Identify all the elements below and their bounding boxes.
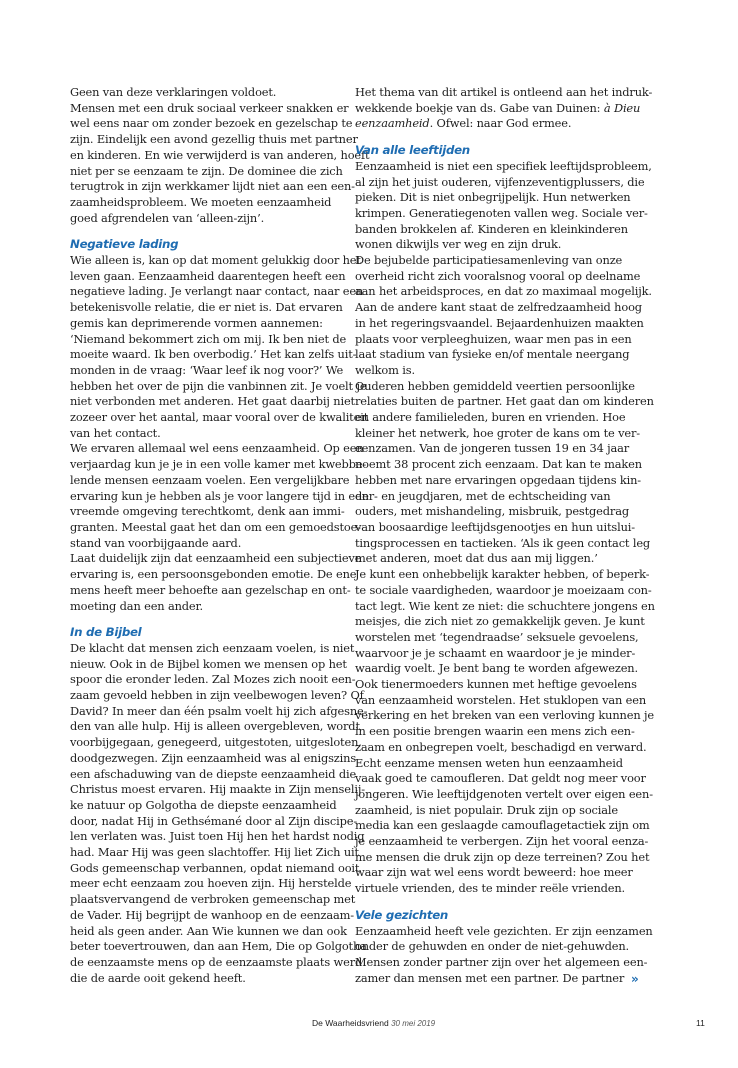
text-line: zaamheidsprobleem. We moeten eenzaamheid [70, 194, 332, 209]
text-line: nieuw. Ook in de Bijbel komen we mensen op het [70, 656, 347, 671]
text-line: Laat duidelijk zijn dat eenzaamheid een subjectieve [70, 551, 362, 566]
paragraph [70, 253, 369, 614]
text-line: terugtrok in zijn werkkamer lijdt niet aan een een- [70, 179, 355, 194]
text-line: We ervaren allemaal wel eens eenzaamheid. Op een [70, 441, 364, 456]
text-line: worstelen met ‘tegendraadse’ seksuele gevoelens, [355, 629, 639, 644]
text-line: betekenisvolle relatie, die er niet is. Dat ervaren [70, 300, 343, 315]
text-line: verjaardag kun je je in een volle kamer met kwebbe- [70, 457, 367, 472]
text-line: den van alle hulp. Hij is alleen overgebleven, wordt [70, 719, 360, 734]
text-line: aan het arbeidsproces, en dat zo maximaal mogelijk. [355, 284, 652, 299]
text-line: zozeer over het aantal, maar vooral over de kwaliteit [70, 410, 369, 425]
book-title: à Dieu [603, 100, 641, 115]
text-line: welkom is. [355, 362, 415, 377]
text-line: ‘Niemand bekommert zich om mij. Ik ben niet de [70, 331, 347, 346]
text-line: overheid richt zich vooralsnog vooral op deelname [355, 268, 641, 283]
text-line: en andere familieleden, buren en vrienden. Hoe [355, 410, 626, 425]
text-line: negatieve lading. Je verlangt naar contact, naar een [70, 284, 364, 299]
text-line: Eenzaamheid is niet een specifiek leeftijdsprobleem, [355, 158, 652, 173]
text-line: pieken. Dit is niet onbegrijpelijk. Hun netwerken [355, 190, 631, 205]
text-line: beter toevertrouwen, dan aan Hem, Die op Golgotha [70, 939, 367, 954]
text-line: Ouderen hebben gemiddeld veertien persoonlijke [355, 378, 635, 393]
text-line: Eenzaamheid heeft vele gezichten. Er zijn eenzamen [355, 923, 653, 938]
article-intro [355, 85, 653, 132]
section-heading: Van alle leeftijden [355, 143, 470, 158]
text-line: Wie alleen is, kan op dat moment gelukkig door het [70, 253, 361, 268]
paragraph [70, 85, 370, 226]
right-column [355, 85, 655, 986]
text-line: zaam gevoeld hebben in zijn veelbewogen leven? Of [70, 688, 364, 703]
text-line: onder de gehuwden en onder de niet-gehuwden. [355, 939, 630, 954]
text-line: had. Maar Hij was geen slachtoffer. Hij liet Zich uit [70, 845, 359, 860]
text-line: media kan een geslaagde camouflagetactiek zijn om [355, 818, 650, 833]
text-line: al zijn het juist ouderen, vijfenzeventigplussers, die [355, 174, 645, 189]
text-line: relaties buiten de partner. Het gaat dan om kinderen [355, 394, 654, 409]
text-line: van eenzaamheid worstelen. Het stuklopen van een [355, 692, 647, 707]
text-line: zaamheid, is niet populair. Druk zijn op sociale [355, 802, 618, 817]
text-line: vreemde omgeving terechtkomt, denk aan immi- [70, 504, 345, 519]
section-heading: Vele gezichten [355, 907, 449, 922]
text-line: door, nadat Hij in Gethsémané door al Zijn discipe- [70, 813, 358, 828]
text-line: Echt eenzame mensen weten hun eenzaamheid [355, 755, 623, 770]
text-line: in een positie brengen waarin een mens zich een- [355, 724, 635, 739]
text-line: monden in de vraag: ‘Waar leef ik nog voor?’ We [70, 362, 344, 377]
text-line: Aan de andere kant staat de zelfredzaamheid hoog [355, 300, 642, 315]
text-line: leven gaan. Eenzaamheid daarentegen heeft een [70, 268, 346, 283]
text-line: David? In meer dan één psalm voelt hij zich afgesne- [70, 703, 368, 718]
text-line: kleiner het netwerk, hoe groter de kans om te ver- [355, 425, 640, 440]
text-line: wekkende boekje van ds. Gabe van Duinen: à Dieu [355, 100, 641, 115]
page-number: 11 [696, 1018, 705, 1028]
paragraph [70, 640, 368, 986]
text-line: je eenzaamheid te verbergen. Zijn het vooral eenza- [355, 834, 649, 849]
text-line: krimpen. Generatiegenoten vallen weg. Sociale ver- [355, 205, 648, 220]
right-column-body [355, 132, 655, 986]
section-heading: Negatieve lading [70, 237, 179, 252]
text-line: niet verbonden met anderen. Het gaat daarbij niet [70, 394, 355, 409]
paragraph [355, 923, 653, 987]
text-line: zaam en onbegrepen voelt, beschadigd en verward. [355, 739, 647, 754]
text-line: wonen dikwijls ver weg en zijn druk. [355, 237, 562, 252]
text-line: laat stadium van fysieke en/of mentale neergang [355, 347, 630, 362]
text-line: Geen van deze verklaringen voldoet. [70, 85, 277, 99]
text-line: Ook tienermoeders kunnen met heftige gevoelens [355, 677, 637, 692]
text-line: Mensen zonder partner zijn over het algemeen een- [355, 954, 648, 969]
text-line: stand van voorbijgaande aard. [70, 535, 242, 550]
text-line: gemis kan deprimerende vormen aannemen: [70, 315, 323, 330]
text-line: van het contact. [70, 425, 161, 440]
text-line: meer echt eenzaam zou hoeven zijn. Hij herstelde [70, 876, 352, 891]
text-line: hebben met nare ervaringen opgedaan tijdens kin- [355, 472, 641, 487]
page-footer [312, 1018, 435, 1028]
section-gap [355, 132, 631, 143]
text-line: eenzamen. Van de jongeren tussen 19 en 34 jaar [355, 441, 630, 456]
text-line: De klacht dat mensen zich eenzaam voelen, is niet [70, 640, 355, 655]
text-line: eenzaamheid. Ofwel: naar God ermee. [355, 116, 572, 131]
text-line: ouders, met mishandeling, misbruik, pestgedrag [355, 504, 629, 519]
section-gap [70, 614, 346, 625]
text-line: de Vader. Hij begrijpt de wanhoop en de eenzaam- [70, 907, 354, 922]
text-line: doodgezwegen. Zijn eenzaamheid was al enigszins [70, 750, 357, 765]
text-line: jongeren. Wie leeftijdgenoten vertelt over eigen een- [355, 786, 653, 801]
text-line: goed afgrendelen van ‘alleen-zijn’. [70, 210, 265, 225]
text-line: ervaring is, een persoonsgebonden emotie. De ene [70, 567, 357, 582]
text-line: die de aarde ooit gekend heeft. [70, 970, 246, 985]
book-title: eenzaamheid [355, 116, 430, 131]
text-line: Mensen met een druk sociaal verkeer snakken er [70, 100, 349, 115]
text-line: Christus moest ervaren. Hij maakte in Zijn menselij- [70, 782, 365, 797]
text-line: me mensen die druk zijn op deze terreinen? Zou het [355, 849, 650, 864]
text-line: zijn. Eindelijk een avond gezellig thuis met partner [70, 132, 358, 147]
text-line: tact legt. Wie kent ze niet: die schuchtere jongens en [355, 598, 655, 613]
left-column [70, 85, 370, 986]
text-line: zamer dan mensen met een partner. De partner [355, 970, 625, 985]
text-line: banden brokkelen af. Kinderen en kleinkinderen [355, 221, 628, 236]
text-line: granten. Meestal gaat het dan om een gemoedstoe- [70, 519, 361, 534]
text-line: spoor die eronder leden. Zal Mozes zich nooit een- [70, 672, 356, 687]
text-line: plaats voor verpleeghuizen, waar men pas in een [355, 331, 632, 346]
continue-arrow-icon: » [631, 972, 639, 986]
text-line: virtuele vrienden, des te minder reële vrienden. [355, 881, 626, 896]
section-heading: In de Bijbel [70, 625, 142, 640]
text-line: met anderen, moet dat dus aan mij liggen.’ [355, 551, 598, 566]
text-line: en kinderen. En wie verwijderd is van anderen, hoeft [70, 147, 370, 162]
text-line: vaak goed te camoufleren. Dat geldt nog meer voor [355, 771, 646, 786]
text-line: te sociale vaardigheden, waardoor je moeizaam con- [355, 582, 652, 597]
text-line: de eenzaamste mens op de eenzaamste plaats werd [70, 954, 363, 969]
text-line: noemt 38 procent zich eenzaam. Dat kan te maken [355, 457, 642, 472]
text-line: moeite waard. Ik ben overbodig.’ Het kan zelfs uit- [70, 347, 357, 362]
text-line: meisjes, die zich niet zo gemakkelijk geven. Je kunt [355, 614, 645, 629]
text-line: verkering en het breken van een verloving kunnen je [355, 708, 654, 723]
text-line: ervaring kun je hebben als je voor langere tijd in een [70, 488, 369, 503]
text-line: hebben het over de pijn die vanbinnen zit. Je voelt je [70, 378, 367, 393]
text-line: van boosaardige leeftijdsgenootjes en hun uitslui- [355, 519, 635, 534]
text-line: een afschaduwing van de diepste eenzaamheid die [70, 766, 357, 781]
text-line: waarvoor je je schaamt en waardoor je je minder- [355, 645, 636, 660]
section-gap [70, 226, 346, 237]
section-gap [355, 897, 631, 908]
text-line: heid als geen ander. Aan Wie kunnen we dan ook [70, 923, 347, 938]
text-line: ke natuur op Golgotha de diepste eenzaamheid [70, 797, 337, 812]
text-line: mens heeft meer behoefte aan gezelschap en ont- [70, 582, 351, 597]
text-line: tingsprocessen en tactieken. ‘Als ik geen contact leg [355, 535, 651, 550]
text-line: in het regeringsvaandel. Bejaardenhuizen maakten [355, 315, 644, 330]
text-line: Het thema van dit artikel is ontleend aan het indruk- [355, 85, 653, 99]
text-line: waar zijn wat wel eens wordt beweerd: hoe meer [355, 865, 633, 880]
text-line: Je kunt een onhebbelijk karakter hebben, of beperk- [355, 567, 650, 582]
text-line: voorbijgegaan, genegeerd, uitgestoten, uitgesloten, [70, 735, 362, 750]
text-line: niet per se eenzaam te zijn. De dominee die zich [70, 163, 343, 178]
text-line: der- en jeugdjaren, met de echtscheiding van [355, 488, 611, 503]
paragraph [355, 158, 655, 897]
text-line: plaatsvervangend de verbroken gemeenschap met [70, 892, 356, 907]
text-line: lende mensen eenzaam voelen. Een vergelijkbare [70, 472, 350, 487]
text-line: len verlaten was. Juist toen Hij hen het hardst nodig [70, 829, 365, 844]
text-line: waardig voelt. Je bent bang te worden afgewezen. [355, 661, 638, 676]
text-line: wel eens naar om zonder bezoek en gezelschap te [70, 116, 353, 131]
text-line: moeting dan een ander. [70, 598, 204, 613]
text-line: De bejubelde participatiesamenleving van onze [355, 253, 623, 268]
magazine-name: De Waarheidsvriend [312, 1018, 389, 1028]
text-line: Gods gemeenschap verbannen, opdat niemand ooit [70, 860, 360, 875]
issue-date: 30 mei 2019 [391, 1019, 436, 1028]
